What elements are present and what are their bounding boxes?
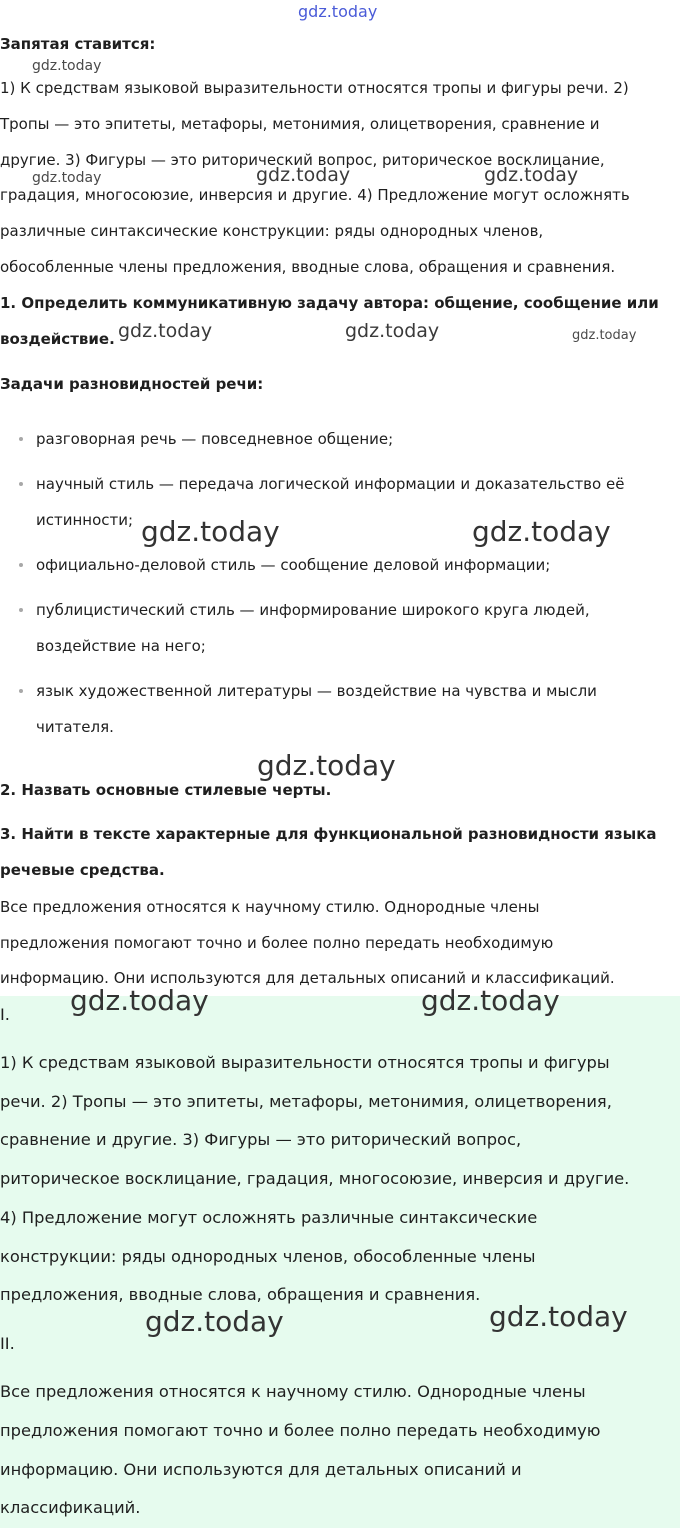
step3-line: 3. Найти в тексте характерные для функциональной разновидности языка (0, 825, 657, 843)
watermark: gdz.today (345, 320, 440, 342)
bullet-item: язык художественной литературы — воздействие на чувства и мысли (36, 682, 597, 700)
answer-line: предложения помогают точно и более полно передать необходимую (0, 1421, 601, 1440)
watermark: gdz.today (421, 984, 560, 1017)
watermark: gdz.today (118, 320, 213, 342)
tasks-heading: Задачи разновидностей речи: (0, 375, 264, 393)
para1-line: другие. 3) Фигуры — это риторический вопрос, риторическое восклицание, (0, 151, 605, 169)
para2-line: предложения помогают точно и более полно передать необходимую (0, 934, 554, 952)
bullet-dot (19, 689, 23, 693)
bullet-item: разговорная речь — повседневное общение; (36, 430, 394, 448)
watermark: gdz.today (489, 1300, 628, 1333)
step1-line: воздействие. (0, 330, 115, 348)
answer-line: Все предложения относятся к научному стилю. Однородные члены (0, 1382, 586, 1401)
watermark: gdz.today (484, 164, 579, 186)
watermark: gdz.today (32, 170, 102, 186)
para1-line: различные синтаксические конструкции: ряды однородных членов, (0, 222, 544, 240)
answer-line: риторическое восклицание, градация, многосоюзие, инверсия и другие. (0, 1169, 630, 1188)
bullet-item: воздействие на него; (36, 637, 206, 655)
para1-line: обособленные члены предложения, вводные слова, обращения и сравнения. (0, 258, 616, 276)
watermark: gdz.today (257, 749, 396, 782)
watermark: gdz.today (298, 2, 378, 21)
watermark: gdz.today (256, 164, 351, 186)
bullet-dot (19, 482, 23, 486)
roman-numeral-2: II. (0, 1334, 15, 1353)
bullet-item: читателя. (36, 718, 114, 736)
answer-line: классификаций. (0, 1498, 141, 1517)
watermark: gdz.today (70, 984, 209, 1017)
step1-line: 1. Определить коммуникативную задачу автора: общение, сообщение или (0, 294, 659, 312)
step3-line: речевые средства. (0, 861, 165, 879)
para2-line: информацию. Они используются для детальных описаний и классификаций. (0, 969, 615, 987)
para1-line: градация, многосоюзие, инверсия и другие. 4) Предложение могут осложнять (0, 186, 630, 204)
answer-line: 4) Предложение могут осложнять различные синтаксические (0, 1208, 538, 1227)
para2-line: Все предложения относятся к научному стилю. Однородные члены (0, 898, 540, 916)
roman-numeral-1: I. (0, 1005, 10, 1024)
bullet-dot (19, 563, 23, 567)
bullet-dot (19, 608, 23, 612)
watermark: gdz.today (141, 515, 280, 548)
answer-line: речи. 2) Тропы — это эпитеты, метафоры, метонимия, олицетворения, (0, 1092, 612, 1111)
watermark: gdz.today (145, 1305, 284, 1338)
answer-line: информацию. Они используются для детальных описаний и (0, 1460, 522, 1479)
bullet-dot (19, 437, 23, 441)
watermark: gdz.today (472, 515, 611, 548)
para1-line: 1) К средствам языковой выразительности относятся тропы и фигуры речи. 2) (0, 79, 629, 97)
bullet-item: официально-деловой стиль — сообщение деловой информации; (36, 556, 551, 574)
answer-line: сравнение и другие. 3) Фигуры — это риторический вопрос, (0, 1130, 522, 1149)
para1-line: Тропы — это эпитеты, метафоры, метонимия, олицетворения, сравнение и (0, 115, 600, 133)
bullet-item: научный стиль — передача логической информации и доказательство её (36, 475, 625, 493)
bullet-item: истинности; (36, 511, 134, 529)
answer-line: конструкции: ряды однородных членов, обособленные члены (0, 1247, 536, 1266)
step2-line: 2. Назвать основные стилевые черты. (0, 781, 332, 799)
watermark: gdz.today (32, 58, 102, 74)
answer-line: 1) К средствам языковой выразительности относятся тропы и фигуры (0, 1053, 610, 1072)
watermark: gdz.today (572, 328, 637, 343)
bullet-item: публицистический стиль — информирование широкого круга людей, (36, 601, 590, 619)
answer-line: предложения, вводные слова, обращения и сравнения. (0, 1285, 481, 1304)
comma-heading: Запятая ставится: (0, 35, 156, 53)
